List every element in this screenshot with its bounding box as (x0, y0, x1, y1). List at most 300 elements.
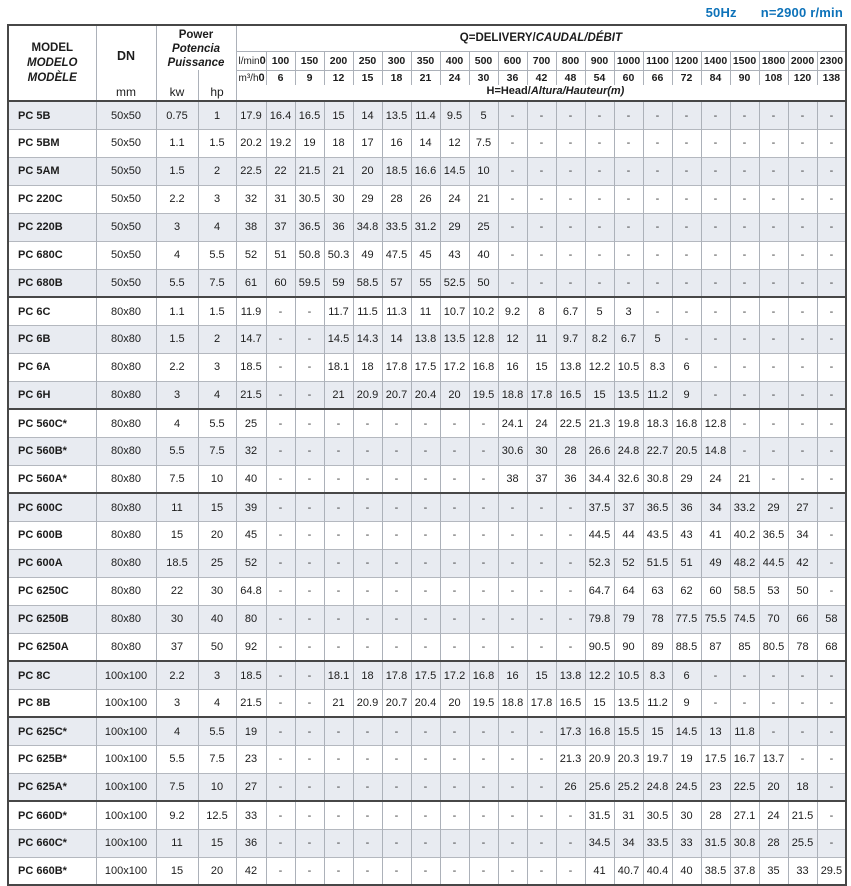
head-value-cell: - (324, 633, 353, 661)
m3h-col-header: 42 (527, 70, 556, 85)
head-value-cell: - (817, 493, 846, 521)
head-value-cell: - (817, 101, 846, 129)
head-value-cell: 15 (527, 353, 556, 381)
head-value-cell: 41 (701, 521, 730, 549)
head-value-cell: 21 (324, 689, 353, 717)
model-cell: PC 660B* (8, 857, 96, 885)
model-cell: PC 660D* (8, 801, 96, 829)
head-value-cell: - (527, 857, 556, 885)
q-delivery-header (236, 25, 846, 51)
model-column-header (8, 25, 96, 101)
head-value-cell: - (701, 269, 730, 297)
head-value-cell: - (730, 213, 759, 241)
lmin-col-header: 150 (295, 51, 324, 70)
table-row (8, 325, 846, 353)
head-value-cell: 9 (672, 381, 701, 409)
head-value-cell: - (672, 101, 701, 129)
head-value-cell: 30 (672, 801, 701, 829)
head-value-cell: - (295, 381, 324, 409)
head-value-cell: - (498, 129, 527, 157)
head-value-cell: 47.5 (382, 241, 411, 269)
head-value-cell: 48.2 (730, 549, 759, 577)
head-value-cell: - (730, 157, 759, 185)
head-value-cell: - (527, 633, 556, 661)
head-value-cell: 18.8 (498, 381, 527, 409)
head-value-cell: 8.3 (643, 353, 672, 381)
head-value-cell: - (498, 101, 527, 129)
model-label-fr: MODÈLE (27, 71, 77, 84)
head-value-cell: - (295, 801, 324, 829)
m3h-col-header: 6 (266, 70, 295, 85)
head-value-cell: 5 (469, 101, 498, 129)
head-value-cell: 64 (614, 577, 643, 605)
head-value-cell: 13.5 (440, 325, 469, 353)
head-value-cell: 19.8 (614, 409, 643, 437)
head-value-cell: - (266, 353, 295, 381)
head-value-cell: 36.5 (643, 493, 672, 521)
head-value-cell: 16.8 (469, 661, 498, 689)
head-value-cell: - (614, 157, 643, 185)
head-value-cell: 21.5 (295, 157, 324, 185)
head-value-cell: - (817, 465, 846, 493)
head-value-cell: - (382, 437, 411, 465)
head-value-cell: - (730, 297, 759, 325)
kw-header: kw (156, 70, 198, 101)
hp-cell: 7.5 (198, 437, 236, 465)
head-value-cell: - (614, 185, 643, 213)
kw-cell: 0.75 (156, 101, 198, 129)
head-value-cell: - (295, 745, 324, 773)
head-value-cell: - (440, 801, 469, 829)
model-cell: PC 6H (8, 381, 96, 409)
head-value-cell: - (643, 297, 672, 325)
head-value-cell: - (295, 493, 324, 521)
head-value-cell: 50.3 (324, 241, 353, 269)
head-value-cell: - (788, 717, 817, 745)
head-value-cell: - (788, 129, 817, 157)
head-value-cell: 64.7 (585, 577, 614, 605)
head-value-cell: - (730, 101, 759, 129)
head-value-cell: 31.5 (701, 829, 730, 857)
power-label-es: Potencia (172, 42, 220, 55)
head-value-cell: 51.5 (643, 549, 672, 577)
head-value-cell: 16 (498, 353, 527, 381)
head-value-cell: - (701, 157, 730, 185)
head-value-cell: - (817, 577, 846, 605)
head-value-cell: 12.2 (585, 661, 614, 689)
head-value-cell: 26 (556, 773, 585, 801)
kw-cell: 1.1 (156, 297, 198, 325)
head-value-cell: - (382, 549, 411, 577)
kw-cell: 3 (156, 689, 198, 717)
head-value-cell: 17.5 (411, 661, 440, 689)
head-value-cell: - (266, 661, 295, 689)
head-value-cell: 14 (353, 101, 382, 129)
head-value-cell: 8.3 (643, 661, 672, 689)
head-value-cell: 62 (672, 577, 701, 605)
head-value-cell: 55 (411, 269, 440, 297)
model-cell: PC 625B* (8, 745, 96, 773)
head-value-cell: - (527, 521, 556, 549)
dn-cell: 50x50 (96, 129, 156, 157)
head-value-cell: - (701, 297, 730, 325)
head-value-cell: - (411, 857, 440, 885)
m3h-col-header: 138 (817, 70, 846, 85)
head-value-cell: - (759, 689, 788, 717)
head-value-cell: 42 (788, 549, 817, 577)
head-value-cell: 70 (759, 605, 788, 633)
head-value-cell: - (411, 801, 440, 829)
head-value-cell: 20.4 (411, 689, 440, 717)
power-column-header (156, 25, 236, 70)
head-value-cell: - (556, 549, 585, 577)
head-value-cell: - (788, 157, 817, 185)
head-value-cell: - (585, 185, 614, 213)
head-value-cell: 17.3 (556, 717, 585, 745)
head-value-cell: 16 (382, 129, 411, 157)
head-value-cell: 16.8 (672, 409, 701, 437)
head-value-cell: - (701, 241, 730, 269)
dn-cell: 80x80 (96, 381, 156, 409)
head-value-cell: 6 (672, 661, 701, 689)
head-value-cell: - (469, 437, 498, 465)
model-cell: PC 600C (8, 493, 96, 521)
head-value-cell: - (353, 773, 382, 801)
head-value-cell: 39 (236, 493, 266, 521)
head-value-cell: - (266, 325, 295, 353)
dn-cell: 80x80 (96, 633, 156, 661)
head-value-cell: 16.4 (266, 101, 295, 129)
head-value-cell: - (295, 857, 324, 885)
kw-cell: 3 (156, 381, 198, 409)
dn-cell: 80x80 (96, 325, 156, 353)
hp-cell: 5.5 (198, 717, 236, 745)
table-body (8, 101, 846, 885)
model-cell: PC 6250C (8, 577, 96, 605)
head-value-cell: - (411, 549, 440, 577)
head-value-cell: 34.5 (585, 829, 614, 857)
head-value-cell: - (469, 745, 498, 773)
head-value-cell: - (498, 801, 527, 829)
head-value-cell: 24.1 (498, 409, 527, 437)
head-value-cell: - (701, 661, 730, 689)
head-value-cell: 9 (672, 689, 701, 717)
head-value-cell: - (295, 353, 324, 381)
head-value-cell: - (440, 745, 469, 773)
head-value-cell: 52.5 (440, 269, 469, 297)
head-value-cell: - (817, 353, 846, 381)
head-value-cell: - (556, 101, 585, 129)
head-value-cell: 21 (324, 157, 353, 185)
head-value-cell: 36.5 (759, 521, 788, 549)
hp-cell: 7.5 (198, 745, 236, 773)
head-value-cell: - (266, 549, 295, 577)
head-value-cell: - (730, 241, 759, 269)
head-value-cell: - (788, 689, 817, 717)
head-value-cell: 20 (759, 773, 788, 801)
head-value-cell: 44 (614, 521, 643, 549)
head-value-cell: 18 (324, 129, 353, 157)
head-value-cell: - (817, 325, 846, 353)
table-row (8, 801, 846, 829)
head-value-cell: - (759, 185, 788, 213)
head-value-cell: 63 (643, 577, 672, 605)
head-value-cell: - (730, 353, 759, 381)
head-value-cell: 11 (411, 297, 440, 325)
m3h-unit-label: m³/h (238, 73, 259, 85)
table-row (8, 717, 846, 745)
head-value-cell: - (266, 409, 295, 437)
head-value-cell: 25.5 (788, 829, 817, 857)
head-value-cell: 42 (236, 857, 266, 885)
head-value-cell: - (266, 773, 295, 801)
head-value-cell: - (324, 549, 353, 577)
head-value-cell: 15 (643, 717, 672, 745)
head-value-cell: 74.5 (730, 605, 759, 633)
head-value-cell: 10.7 (440, 297, 469, 325)
head-value-cell: - (353, 521, 382, 549)
head-value-cell: 19 (672, 745, 701, 773)
head-value-cell: - (585, 213, 614, 241)
head-value-cell: - (759, 409, 788, 437)
head-value-cell: - (295, 773, 324, 801)
model-cell: PC 220B (8, 213, 96, 241)
dn-cell: 80x80 (96, 549, 156, 577)
head-value-cell: - (643, 157, 672, 185)
dn-cell: 100x100 (96, 773, 156, 801)
head-value-cell: 9.5 (440, 101, 469, 129)
model-cell: PC 5B (8, 101, 96, 129)
head-value-cell: - (527, 549, 556, 577)
head-value-cell: 40.7 (614, 857, 643, 885)
head-value-cell: - (353, 437, 382, 465)
head-value-cell: - (324, 745, 353, 773)
model-cell: PC 8B (8, 689, 96, 717)
head-value-cell: - (643, 213, 672, 241)
lmin-col-header: 900 (585, 51, 614, 70)
head-value-cell: - (585, 129, 614, 157)
head-value-cell: 8 (527, 297, 556, 325)
head-value-cell: 40 (236, 465, 266, 493)
head-value-cell: - (759, 269, 788, 297)
head-value-cell: 33 (788, 857, 817, 885)
head-value-cell: - (817, 269, 846, 297)
head-value-cell: - (295, 577, 324, 605)
head-value-cell: 27 (236, 773, 266, 801)
dn-cell: 50x50 (96, 101, 156, 129)
head-value-cell: - (498, 185, 527, 213)
head-value-cell: - (353, 829, 382, 857)
head-value-cell: - (324, 605, 353, 633)
table-row (8, 185, 846, 213)
head-value-cell: 11.7 (324, 297, 353, 325)
table-header (8, 25, 846, 101)
m3h-col-header: 120 (788, 70, 817, 85)
head-value-cell: 7.5 (469, 129, 498, 157)
head-value-cell: - (266, 717, 295, 745)
head-value-cell: - (411, 493, 440, 521)
hp-cell: 1 (198, 101, 236, 129)
head-value-cell: - (672, 185, 701, 213)
kw-cell: 4 (156, 241, 198, 269)
head-value-cell: - (498, 213, 527, 241)
head-value-cell: 30.5 (295, 185, 324, 213)
hp-cell: 10 (198, 773, 236, 801)
head-value-cell: 12.2 (585, 353, 614, 381)
model-cell: PC 600A (8, 549, 96, 577)
kw-cell: 5.5 (156, 437, 198, 465)
kw-cell: 7.5 (156, 773, 198, 801)
head-value-cell: - (730, 185, 759, 213)
hp-cell: 20 (198, 521, 236, 549)
head-value-cell: 13 (701, 717, 730, 745)
kw-cell: 7.5 (156, 465, 198, 493)
head-value-cell: - (382, 857, 411, 885)
model-cell: PC 5AM (8, 157, 96, 185)
hp-cell: 1.5 (198, 129, 236, 157)
head-value-cell: 18 (788, 773, 817, 801)
head-value-cell: 11 (527, 325, 556, 353)
head-value-cell: - (585, 101, 614, 129)
model-cell: PC 560B* (8, 437, 96, 465)
head-value-cell: 26.6 (585, 437, 614, 465)
head-value-cell: - (788, 437, 817, 465)
head-value-cell: - (353, 801, 382, 829)
head-value-cell: 43 (672, 521, 701, 549)
head-value-cell: - (730, 437, 759, 465)
head-value-cell: 17.8 (382, 661, 411, 689)
head-value-cell: 28 (382, 185, 411, 213)
head-value-cell: - (382, 521, 411, 549)
kw-cell: 9.2 (156, 801, 198, 829)
m3h-col-header: 54 (585, 70, 614, 85)
head-value-cell: 14.5 (672, 717, 701, 745)
hp-cell: 3 (198, 661, 236, 689)
head-value-cell: - (440, 549, 469, 577)
kw-cell: 15 (156, 521, 198, 549)
head-value-cell: 10.5 (614, 661, 643, 689)
head-value-cell: - (614, 241, 643, 269)
kw-cell: 2.2 (156, 661, 198, 689)
head-value-cell: - (759, 661, 788, 689)
head-value-cell: 28 (701, 801, 730, 829)
head-unit-header (236, 85, 846, 101)
head-value-cell: - (556, 493, 585, 521)
head-value-cell: 12.8 (701, 409, 730, 437)
m3h-col-header: 48 (556, 70, 585, 85)
head-value-cell: - (759, 241, 788, 269)
head-value-cell: - (730, 661, 759, 689)
m3h-col-header: 24 (440, 70, 469, 85)
head-value-cell: 18.5 (236, 661, 266, 689)
lmin-col-header: 300 (382, 51, 411, 70)
head-value-cell: 14 (411, 129, 440, 157)
kw-cell: 4 (156, 717, 198, 745)
head-value-cell: 21.3 (585, 409, 614, 437)
head-value-cell: - (324, 801, 353, 829)
head-value-cell: - (382, 633, 411, 661)
head-value-cell: - (324, 773, 353, 801)
head-value-cell: 6.7 (556, 297, 585, 325)
dn-cell: 50x50 (96, 157, 156, 185)
head-value-cell: - (556, 801, 585, 829)
head-value-cell: - (440, 577, 469, 605)
head-value-cell: 18.5 (382, 157, 411, 185)
head-value-cell: - (527, 829, 556, 857)
head-value-cell: 30.8 (730, 829, 759, 857)
head-value-cell: - (353, 493, 382, 521)
head-value-cell: 14.7 (236, 325, 266, 353)
head-value-cell: - (556, 269, 585, 297)
head-value-cell: - (324, 577, 353, 605)
head-value-cell: 10.2 (469, 297, 498, 325)
head-value-cell: 34.4 (585, 465, 614, 493)
head-value-cell: - (469, 521, 498, 549)
hp-cell: 30 (198, 577, 236, 605)
table-row (8, 269, 846, 297)
head-value-cell: - (266, 857, 295, 885)
head-value-cell: 36.5 (295, 213, 324, 241)
head-value-cell: - (701, 185, 730, 213)
model-label-en: MODEL (31, 41, 74, 54)
hp-cell: 10 (198, 465, 236, 493)
head-value-cell: 16.7 (730, 745, 759, 773)
dn-cell: 80x80 (96, 493, 156, 521)
head-value-cell: - (556, 577, 585, 605)
head-value-cell: - (266, 829, 295, 857)
head-value-cell: 19.7 (643, 745, 672, 773)
dn-cell: 100x100 (96, 745, 156, 773)
head-value-cell: - (701, 213, 730, 241)
lmin-col-header: 200 (324, 51, 353, 70)
head-value-cell: - (788, 101, 817, 129)
head-value-cell: - (498, 549, 527, 577)
head-value-cell: 24.8 (614, 437, 643, 465)
head-value-cell: - (498, 717, 527, 745)
head-value-cell: 25 (469, 213, 498, 241)
head-value-cell: - (411, 465, 440, 493)
head-value-cell: - (498, 241, 527, 269)
head-value-cell: 19.5 (469, 689, 498, 717)
head-value-cell: 6.7 (614, 325, 643, 353)
head-value-cell: - (266, 633, 295, 661)
m3h-col-header: 9 (295, 70, 324, 85)
head-value-cell: 13.8 (411, 325, 440, 353)
hp-cell: 12.5 (198, 801, 236, 829)
head-value-cell: - (817, 801, 846, 829)
head-value-cell: 16 (498, 661, 527, 689)
head-value-cell: 24 (440, 185, 469, 213)
head-value-cell: - (469, 717, 498, 745)
head-value-cell: - (527, 241, 556, 269)
dn-cell: 80x80 (96, 465, 156, 493)
head-value-cell: 16.5 (556, 689, 585, 717)
head-value-cell: 22 (266, 157, 295, 185)
head-value-cell: - (672, 297, 701, 325)
head-value-cell: 17.8 (527, 689, 556, 717)
head-value-cell: - (324, 493, 353, 521)
head-value-cell: - (498, 857, 527, 885)
head-value-cell: - (672, 129, 701, 157)
head-value-cell: 31.2 (411, 213, 440, 241)
head-value-cell: - (672, 213, 701, 241)
head-value-cell: 18.3 (643, 409, 672, 437)
head-label: H=Head/ (486, 85, 531, 98)
dn-cell: 50x50 (96, 185, 156, 213)
head-value-cell: - (643, 269, 672, 297)
table-row (8, 353, 846, 381)
head-value-cell: - (411, 829, 440, 857)
